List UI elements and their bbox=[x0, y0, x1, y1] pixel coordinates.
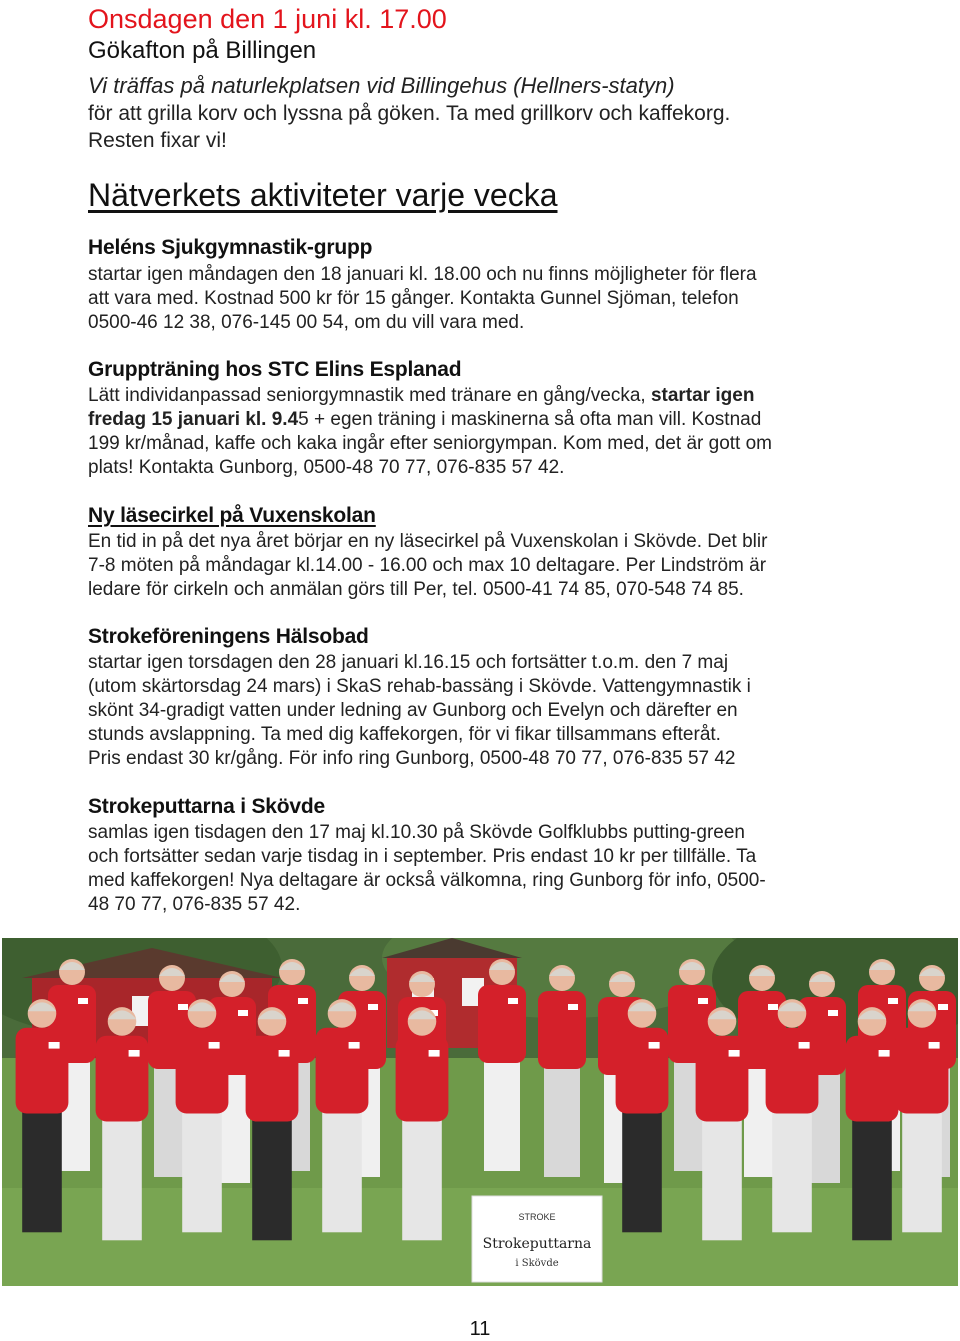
section-title: Ny läsecirkel på Vuxenskolan bbox=[88, 504, 376, 527]
section-line: 199 kr/månad, kaffe och kaka ingår efter seniorgympan. Kom med, det är gott om bbox=[88, 433, 773, 454]
section-line: 7-8 möten på måndagar kl.14.00 - 16.00 och max 10 deltagare. Per Lindström är bbox=[88, 555, 767, 576]
sign-subtitle: i Skövde bbox=[515, 1258, 559, 1269]
section-line: Pris endast 30 kr/gång. För info ring Gunborg, 0500-48 70 77, 076-835 57 42 bbox=[88, 748, 736, 769]
person-figure bbox=[766, 999, 819, 1232]
section-line: startar igen torsdagen den 28 januari kl.16.15 och fortsätter t.o.m. den 7 maj bbox=[88, 652, 729, 673]
section-title: Heléns Sjukgymnastik-grupp bbox=[88, 236, 373, 259]
person-figure bbox=[316, 999, 369, 1232]
section-title: Strokeföreningens Hälsobad bbox=[88, 625, 369, 648]
section-heading: Nätverkets aktiviteter varje vecka bbox=[88, 177, 558, 213]
event-line: för att grilla korv och lyssna på göken. Ta med grillkorv och kaffekorg. bbox=[88, 102, 731, 125]
section-title: Strokeputtarna i Skövde bbox=[88, 795, 325, 818]
person-figure bbox=[246, 1007, 299, 1240]
sign-title: Strokeputtarna bbox=[482, 1236, 592, 1252]
section-line: stunds avslappning. Ta med dig kaffekorgen, för vi fikar tillsammans efteråt. bbox=[88, 724, 721, 745]
section-line: samlas igen tisdagen den 17 maj kl.10.30 på Skövde Golfklubbs putting-green bbox=[88, 822, 745, 843]
person-figure bbox=[396, 1007, 449, 1240]
group-photo bbox=[2, 938, 958, 1286]
sign-logo: STROKE bbox=[518, 1212, 556, 1222]
section-line: Lätt individanpassad seniorgymnastik med tränare en gång/vecka, startar igen bbox=[88, 385, 755, 406]
section-title: Gruppträning hos STC Elins Esplanad bbox=[88, 358, 462, 381]
section-line: och fortsätter sedan varje tisdag in i september. Pris endast 10 kr per tillfälle. Ta bbox=[88, 846, 757, 867]
section-line: med kaffekorgen! Nya deltagare är också välkomna, ring Gunborg för info, 0500- bbox=[88, 870, 766, 891]
section-line: 48 70 77, 076-835 57 42. bbox=[88, 894, 301, 915]
section-line: plats! Kontakta Gunborg, 0500-48 70 77, 076-835 57 42. bbox=[88, 457, 565, 478]
section-line: skönt 34-gradigt vatten under ledning av Gunborg och Evelyn och därefter en bbox=[88, 700, 738, 721]
event-italic-line: Vi träffas på naturlekplatsen vid Billingehus (Hellners-statyn) bbox=[88, 73, 675, 98]
section-line: (utom skärtorsdag 24 mars) i SkaS rehab-bassäng i Skövde. Vattengymnastik i bbox=[88, 676, 751, 697]
page-number: 11 bbox=[469, 1318, 491, 1340]
person-figure bbox=[616, 999, 669, 1232]
person-figure bbox=[846, 1007, 899, 1240]
person-figure bbox=[478, 959, 526, 1171]
section-line: att vara med. Kostnad 500 kr för 15 gånger. Kontakta Gunnel Sjöman, telefon bbox=[88, 288, 739, 309]
section-line: En tid in på det nya året börjar en ny läsecirkel på Vuxenskolan i Skövde. Det blir bbox=[88, 531, 768, 552]
event-date: Onsdagen den 1 juni kl. 17.00 bbox=[88, 4, 447, 34]
person-figure bbox=[896, 999, 949, 1232]
section-line: fredag 15 januari kl. 9.45 + egen träning i maskinerna så ofta man vill. Kostnad bbox=[88, 409, 762, 430]
section-line: startar igen måndagen den 18 januari kl. 18.00 och nu finns möjligheter för flera bbox=[88, 264, 757, 285]
section-line: ledare för cirkeln och anmälan görs till Per, tel. 0500-41 74 85, 070-548 74 85. bbox=[88, 579, 744, 600]
person-figure bbox=[96, 1007, 149, 1240]
event-line: Resten fixar vi! bbox=[88, 129, 227, 152]
section-line: 0500-46 12 38, 076-145 00 54, om du vill vara med. bbox=[88, 312, 525, 333]
person-figure bbox=[176, 999, 229, 1232]
person-figure bbox=[696, 1007, 749, 1240]
person-figure bbox=[538, 965, 586, 1177]
person-figure bbox=[16, 999, 69, 1232]
event-title: Gökafton på Billingen bbox=[88, 37, 317, 64]
group-photo-illustration bbox=[2, 938, 958, 1286]
